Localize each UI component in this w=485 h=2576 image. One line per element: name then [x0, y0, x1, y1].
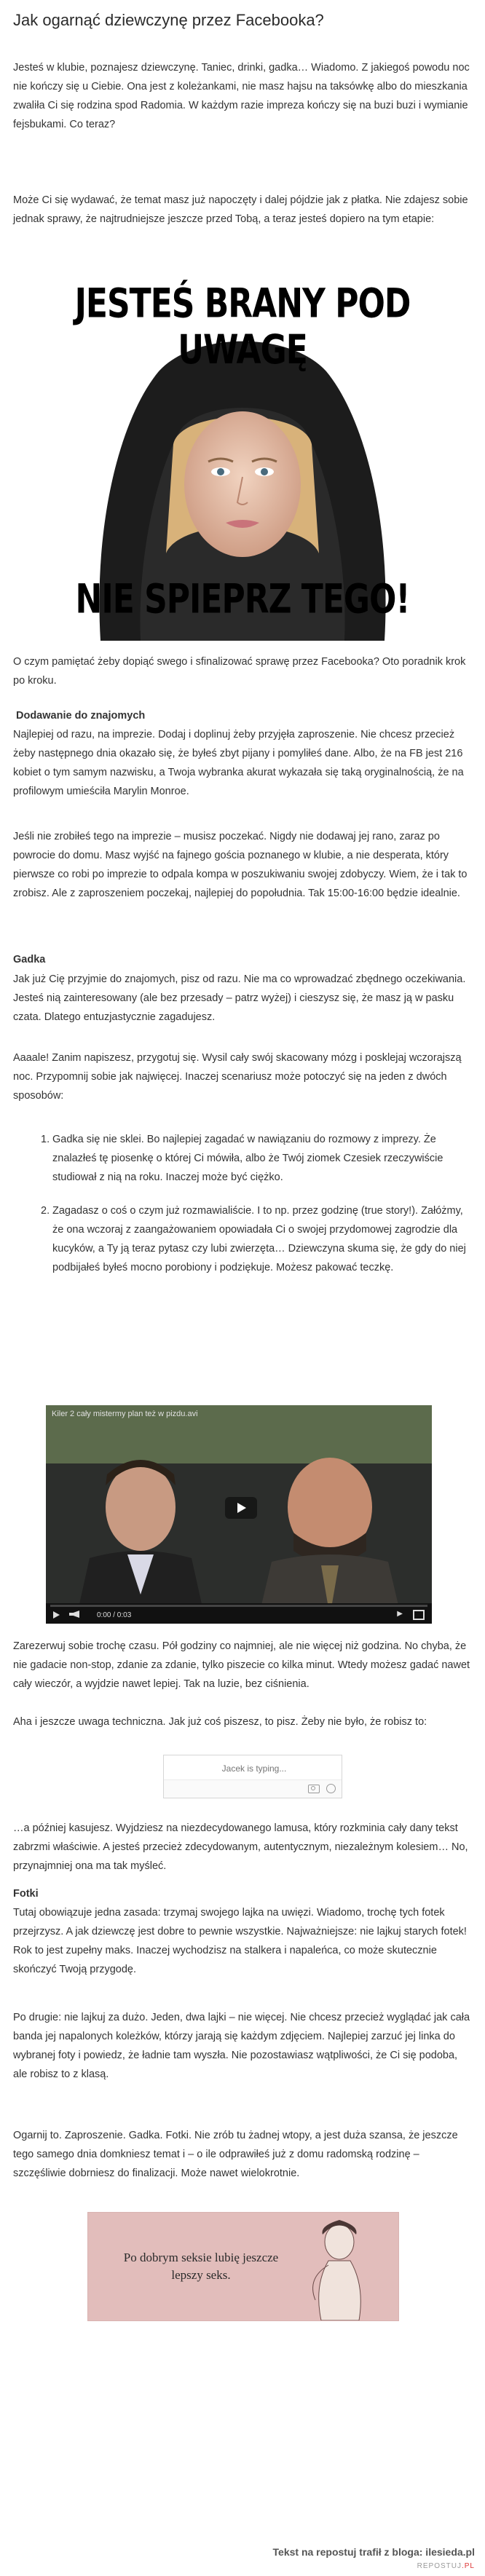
- section-heading-adding-friends: Dodawanie do znajomych: [16, 710, 146, 722]
- video-progress-bar[interactable]: [50, 1605, 427, 1607]
- list-item-text: Gadka się nie sklei. Bo najlepiej zagadać w nawiązaniu do rozmowy z imprezy. Że znalazłeś tę piosenkę o której Ci mówiła, albo że Twój ziomek Czesiek rzeczywiście studiował z nią na roku. Inaczej może być ciężko.: [52, 1134, 443, 1183]
- after-video-paragraph-2: Aha i jeszcze uwaga techniczna. Jak już coś piszesz, to pisz. Żeby nie było, że robisz to:: [13, 1716, 427, 1728]
- watermark-domain: .PL: [461, 2562, 475, 2570]
- section2-paragraph-2: Aaaale! Zanim napiszesz, przygotuj się. Wysil cały swój skacowany mózg i posklejaj wczorajszą noc. Przypomnij sobie jak najwięcej. Inaczej scenariusz może potoczyć się na jeden z dwóch sposobów:: [13, 1052, 462, 1102]
- intro-paragraph-1: Jesteś w klubie, poznajesz dziewczynę. Taniec, drinki, gadka… Wiadomo. Z jakiegoś powodu noc nie kończy się u Ciebie. Ona jest z koleżankami, nie masz hajsu na taksówkę albo do mieszkania zwaliła Ci się rodzina spod Radomia. W każdym razie impreza kończy się na buzi buzi i wymianie fejsbukami. Co teraz?: [13, 62, 470, 130]
- list-item-text: Zagadasz o coś o czym już rozmawialiście. I to np. przez godzinę (true story!). Załóżmy, że ona wczoraj z zaangażowaniem opowiadała Ci o swojej przydomowej zagrodzie dla kucyków, a Ty ją teraz pytasz czy lubi zwierzęta… Dziewczyna skuma się, że gdy do niej podbijałeś byłeś mocno porobiony i podziękuje. Możesz pakować teczkę.: [52, 1205, 466, 1273]
- camera-icon[interactable]: [308, 1785, 320, 1793]
- video-title[interactable]: Kiler 2 cały mistermy plan też w pizdu.avi: [52, 1410, 198, 1418]
- list-item: [13, 1201, 472, 1277]
- chat-input[interactable]: [170, 1760, 339, 1777]
- chat-typing-box: [163, 1755, 342, 1798]
- article-title: Jak ogarnąć dziewczynę przez Facebooka?: [13, 11, 324, 29]
- ecard-text: Po dobrym seksie lubię jeszcze lepszy seks.: [123, 2251, 279, 2282]
- section1-paragraph-2: Jeśli nie zrobiłeś tego na imprezie – musisz poczekać. Nigdy nie dodawaj jej rano, zaraz po powrocie do domu. Masz wyjść na fajnego gościa poznanego w klubie, a nie desperata, który pierwsze co robi po imprezie to odpala kompa w poszukiwaniu swojej zdobyczy. Wiem, że i tak to zrobisz. Ale z zaproszeniem poczekaj, najlepiej do popołudnia. Tak 15:00-16:00 będzie idealnie.: [13, 831, 468, 899]
- scenario-list: [13, 1130, 472, 1277]
- after-video-paragraph-1: Zarezerwuj sobie trochę czasu. Pół godziny co najmniej, ale nie więcej niż godzina. No chyba, że nie gadacie non-stop, zdanie za zdanie, tylko piszecie co kilka minut. Wtedy możesz gadać nawet cały wieczór, a wyjdzie nawet lepiej. Tak na luzie, bez ciśnienia.: [13, 1640, 470, 1690]
- play-button[interactable]: [225, 1497, 257, 1519]
- youtube-logo-icon[interactable]: ▶: [397, 1610, 403, 1618]
- section2-paragraph-1: Jak już Cię przyjmie do znajomych, pisz od razu. Nie ma co wprowadzać zbędnego oczekiwania. Jesteś nią zainteresowany (ale bez przesady – patrz wyżej) i cieszysz się, że masz ją w pasku czata. Dlatego entuzjastycznie zagadujesz.: [13, 973, 466, 1023]
- section-heading-chat: Gadka: [13, 954, 46, 965]
- footer-source[interactable]: Tekst na repostuj trafił z bloga: ilesieda.pl: [272, 2546, 475, 2558]
- watermark-logo: [417, 2562, 475, 2570]
- watermark-text: REPOSTUJ: [417, 2562, 462, 2570]
- list-item: [13, 1130, 472, 1187]
- closing-paragraph: Ogarnij to. Zaproszenie. Gadka. Fotki. Nie zrób tu żadnej wtopy, a jest duża szansa, że jeszcze tego samego dnia domkniesz temat i – o ile odprawiłeś już z domu radomską rodzinę – szczęśliwie dobrniesz do finalizacji. Może nawet wielokrotnie.: [13, 2130, 458, 2179]
- list-item-number: 1.: [41, 1134, 50, 1145]
- chat-toolbar: [164, 1779, 342, 1798]
- after-meme-paragraph: O czym pamiętać żeby dopiąć swego i sfinalizować sprawę przez Facebooka? Oto poradnik krok po kroku.: [13, 656, 466, 687]
- list-item-number: 2.: [41, 1205, 50, 1217]
- emoji-icon[interactable]: [326, 1784, 336, 1793]
- intro-paragraph-2: Może Ci się wydawać, że temat masz już napoczęty i dalej pójdzie jak z płatka. Nie zdajesz sobie jednak sprawy, że najtrudniejsze jeszcze przed Tobą, a teraz jesteś dopiero na tym etapie:: [13, 194, 468, 225]
- section1-paragraph-1: Najlepiej od razu, na imprezie. Dodaj i doplinuj żeby przyjęła zaproszenie. Nie chcesz przecież żeby następnego dnia okazało się, że byłeś zbyt pijany i pomyliłeś dane. Albo, że na FB jest 216 kobiet o tym samym nazwisku, a Twoja wybranka akurat wykazała się taką oryginalnością, że na profilowym umieściła Marylin Monroe.: [13, 729, 464, 797]
- fullscreen-icon[interactable]: [413, 1610, 425, 1620]
- meme-image: [13, 277, 472, 641]
- after-chat-paragraph: …a później kasujesz. Wyjdziesz na niezdecydowanego lamusa, który rozkminia cały dany tekst zabrzmi właściwie. A jesteś przecież zdecydowanym, autentycznym, niezależnym kolesiem… No, przynajmniej ona ma tak myśleć.: [13, 1822, 468, 1872]
- ecard-image: [87, 2212, 399, 2321]
- video-time: 0:00 / 0:03: [97, 1611, 132, 1619]
- meme-top-text: JESTEŚ BRANY POD UWAGĘ: [74, 280, 411, 374]
- play-icon[interactable]: [53, 1611, 60, 1619]
- section3-paragraph-2: Po drugie: nie lajkuj za dużo. Jeden, dwa lajki – nie więcej. Nie chcesz przecież wyglądać jak cała banda jej napalonych koleżków, którzy jarają się każdym zdjęciem. Najlepiej zarzuć jej linka do wybranej foty i powiedz, że ładnie tam wyszła. Nie pozostawiasz wątpliwości, że Ci się podoba, ale robisz to z klasą.: [13, 2012, 470, 2080]
- video-controls: [46, 1603, 432, 1624]
- video-player[interactable]: [46, 1405, 432, 1624]
- section-heading-photos: Fotki: [13, 1888, 39, 1900]
- volume-icon[interactable]: [69, 1611, 79, 1618]
- section3-paragraph-1: Tutaj obowiązuje jedna zasada: trzymaj swojego lajka na uwięzi. Wiadomo, trochę tych fotek przejrzysz. A jak dziewczę jest dobre to pewnie wszystkie. Najważniejsze: nie lajkuj starych fotek! Rok to jest zupełny maks. Inaczej wychodzisz na stalkera i napaleńca, co może skutecznie skończyć Twoją przygodę.: [13, 1907, 467, 1975]
- meme-bottom-text: NIE SPIEPRZ TEGO!: [75, 576, 410, 623]
